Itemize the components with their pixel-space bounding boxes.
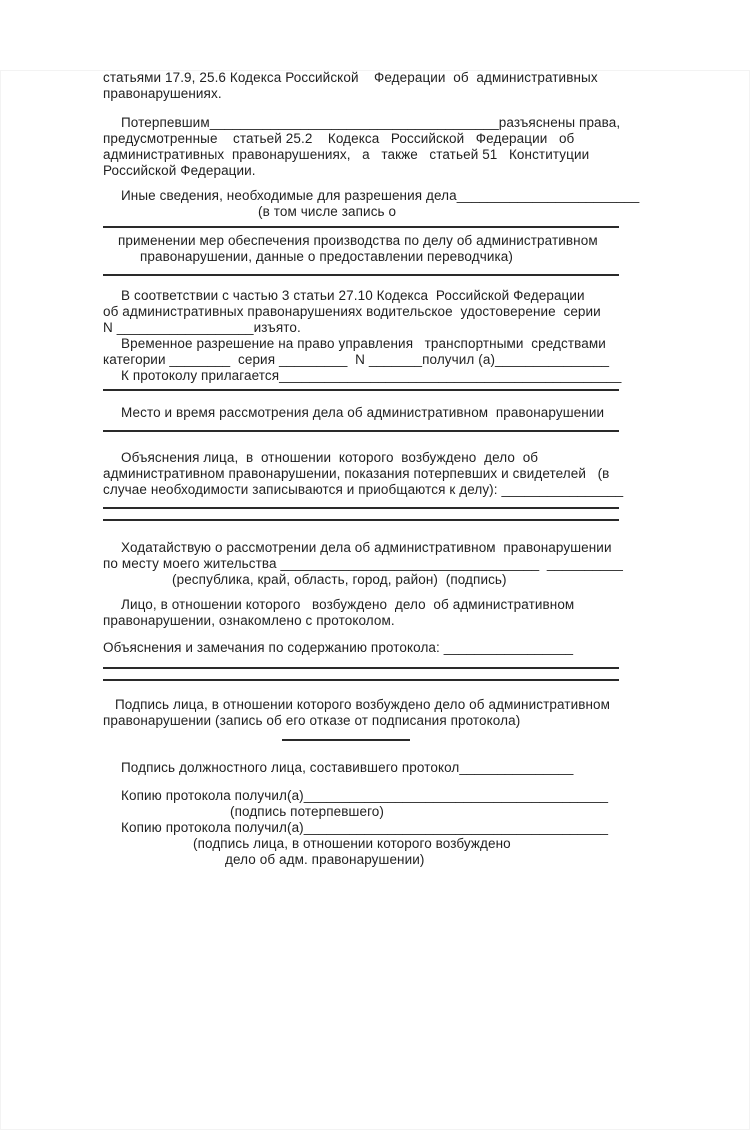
form-line: статьями 17.9, 25.6 Кодекса Российской Федерации об административных — [103, 70, 598, 85]
form-line: N __________________изъято. — [103, 320, 301, 335]
blank-line — [103, 679, 619, 681]
form-line: Объяснения лица, в отношении которого возбуждено дело об — [121, 450, 539, 465]
blank-line — [103, 389, 619, 391]
form-line: правонарушении (запись об его отказе от подписания протокола) — [103, 713, 521, 728]
form-line: Копию протокола получил(а)________________________________________ — [121, 820, 609, 835]
form-line: Российской Федерации. — [103, 163, 256, 178]
signature-blank-line — [282, 739, 410, 741]
form-line: предусмотренные статьей 25.2 Кодекса Российской Федерации об — [103, 131, 575, 146]
form-line: категории ________ серия _________ N _______получил (а)_______________ — [103, 352, 610, 367]
form-line: Копию протокола получил(а)________________________________________ — [121, 788, 609, 803]
blank-line — [103, 274, 619, 276]
section-acquainted-with-protocol — [103, 597, 750, 629]
form-line: (подпись лица, в отношении которого возбуждено — [193, 836, 511, 851]
blank-line — [103, 667, 619, 669]
section-articles-ref — [103, 70, 750, 102]
form-line: Место и время рассмотрения дела об административном правонарушении — [121, 405, 605, 420]
form-line: Подпись должностного лица, составившего протокол_______________ — [121, 760, 574, 775]
blank-line — [103, 507, 619, 509]
section-other-info — [103, 188, 750, 276]
form-line: (подпись потерпевшего) — [230, 804, 385, 819]
section-copies-received — [103, 788, 750, 868]
form-line: случае необходимости записываются и приобщаются к делу): ________________ — [103, 482, 624, 497]
form-line: дело об адм. правонарушении) — [225, 852, 425, 867]
section-signature-official — [103, 760, 750, 776]
document-page — [0, 70, 750, 1130]
form-line: Объяснения и замечания по содержанию протокола: _________________ — [103, 640, 574, 655]
section-signature-accused — [103, 697, 750, 741]
form-line: правонарушениях. — [103, 86, 222, 101]
form-line: правонарушении, ознакомлено с протоколом. — [103, 613, 395, 628]
form-line: Иные сведения, необходимые для разрешения дела________________________ — [121, 188, 640, 203]
form-line: административных правонарушениях, а также статьей 51 Конституции — [103, 147, 590, 162]
section-victims-rights — [103, 115, 750, 179]
form-line: Потерпевшим______________________________________разъяснены права, — [121, 115, 621, 130]
form-line: Временное разрешение на право управления транспортными средствами — [121, 336, 606, 351]
blank-line — [103, 519, 619, 521]
form-line: Подпись лица, в отношении которого возбуждено дело об административном — [115, 697, 611, 712]
form-line: Лицо, в отношении которого возбуждено дело об административном — [121, 597, 575, 612]
blank-line — [103, 430, 619, 432]
form-line: применении мер обеспечения производства по делу об административном — [118, 233, 598, 248]
section-hearing-place — [103, 405, 750, 432]
form-line: В соответствии с частью 3 статьи 27.10 Кодекса Российской Федерации — [121, 288, 585, 303]
section-remarks — [103, 640, 750, 681]
form-line: (в том числе запись о — [258, 204, 397, 219]
form-line: правонарушении, данные о предоставлении переводчика) — [140, 249, 513, 264]
section-license-seizure — [103, 288, 750, 391]
section-petition-residence — [103, 540, 750, 588]
form-line: об административных правонарушениях водительское удостоверение серии — [103, 304, 601, 319]
form-line: К протоколу прилагается_____________________________________________ — [121, 368, 622, 383]
form-line: Ходатайствую о рассмотрении дела об административном правонарушении — [121, 540, 612, 555]
form-line: (республика, край, область, город, район) (подпись) — [172, 572, 507, 587]
form-line: по месту моего жительства __________________________________ __________ — [103, 556, 623, 571]
form-line: административном правонарушении, показания потерпевших и свидетелей (в — [103, 466, 610, 481]
section-explanations — [103, 450, 750, 521]
blank-line — [103, 226, 619, 228]
